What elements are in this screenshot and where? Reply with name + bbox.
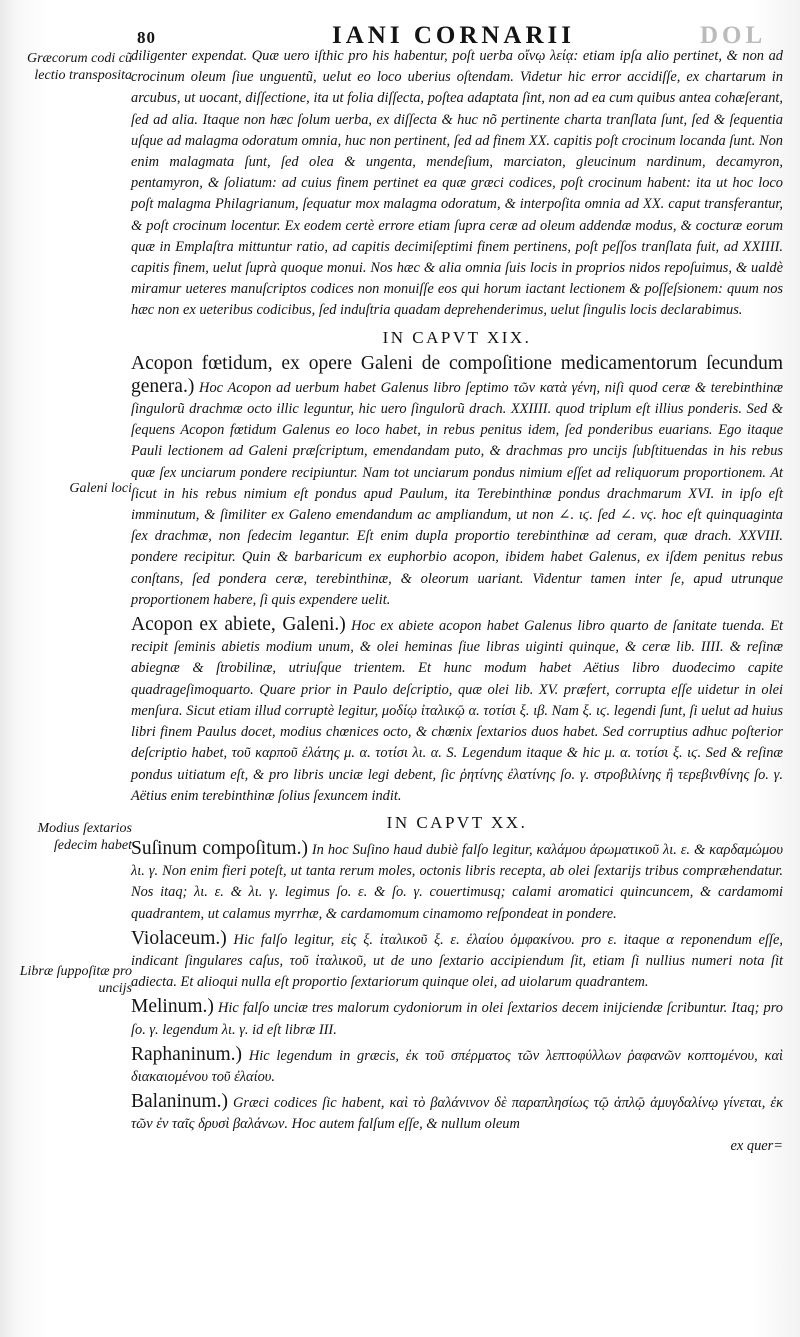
margin-note-transposita: Græcorum codi cũ lectio transposita — [27, 51, 132, 83]
page-number: 80 — [137, 28, 156, 47]
entry-title: Acopon ex abiete, Galeni.) — [131, 614, 346, 636]
entry-text: In hoc Suſino haud dubiè falſo legitur, καλάμου ἀρωματικοῦ λι. ε. & καρδαμώμου λι. γ. Non enim fieri poteſt, ut tanta rerum moles, octonis libris recepta, ab olei ſextarijs tribus compræhendatur. Nos itaq; λι. ε. & λι. γ. legimus ſο. ε. & ſο. γ. couertimusq; calami aromatici quincuncem, & cardamomi quadrantem, ut calamus myrrhæ, & cardamomum cinamomo reſpondeat in pondere. — [131, 841, 783, 922]
entry-text: Hic legendum in græcis, ἐκ τοῦ σπέρματος τῶν λεπτοφύλλων ῥαφανῶν κοπτομένου, καὶ διακαιομένου τοῦ ἐλαίου. — [131, 1047, 783, 1085]
chapter-heading-xx: IN CAPVT XX. — [386, 812, 528, 832]
chapter-heading-xix: IN CAPVT XIX. — [382, 327, 532, 347]
entry-susinum — [131, 838, 783, 925]
entry-melinum — [131, 996, 783, 1040]
entry-text: Hic falſo legitur, εἰς ξ. ἰταλικοῦ ξ. ε. ἐλαίου ὀμφακίνου. pro ε. itaque α reponendum eſſe, indicant ſingulares caſus, τοῦ ἰταλικοῦ, ut de uno ſextario accipiendum ſit, etiam ſi nullius numeri nota ſit adiecta. Et alioqui nulla eſt proportio ſextariorum quinque olei, ad uiolarum quadrantem. — [131, 931, 783, 991]
entry-title: Violaceum.) — [131, 927, 227, 949]
entry-title: Acopon fœtidum, ex opere Galeni de compoſitione medicamentorum ſecundum genera.) — [131, 352, 783, 397]
entry-balaninum — [131, 1091, 783, 1135]
bleed-through-text: DOL — [700, 22, 767, 49]
entry-text: Hic falſo unciæ tres malorum cydoniorum in olei ſextarios decem inijciendæ ſcribuntur. Itaq; pro ſο. γ. legendum λι. γ. id eſt libræ III. — [131, 1000, 783, 1038]
entry-text: Hoc Acopon ad uerbum habet Galenus libro ſeptimo τῶν κατὰ γένη, niſi quod ceræ & terebinthinæ ſingulorũ drachmæ octo illic leguntur, hic uero ſingulorũ drach. XXIIII. quod triplum eſt illius ponderis. Sed & ſequens Acopon fœtidum Galenus eo loco habet, in rebus penitus idem, ſed ponderibus euarians. Ego itaque Pauli lectionem ad Galeni præſcriptum, emendandam puto, & drachmas pro uncijs ſubſtituendas in his rebus quæ ſex unciarum pondere recipiuntur. Nam tot unciarum pondus nimium eſſet ad reliquorum proportionem. At ſicut in his rebus nimium eſt pondus apud Paulum, ita Terebinthinæ pondus drachmarum XVI. in ipſo eſt imminutum, & ſimiliter ex Galeno emendandum ac ampliandum, ut non ∠. ιϛ. ſed ∠. νϛ. hoc eſt quinquaginta ſex drachmæ, non ſedecim legantur. Eſt enim dupla proportio terebinthinæ ad ceram, quæ drach. XXVIII. pondere recipitur. Quin & barbaricum ex euphorbio acopon, ibidem habet Galenus, ex iſdem penitus rebus conſtans, ſed pondera ceræ, terebinthinæ, & oleorum uariant. Videntur tamen inter ſe, apud utrunque proportionem habere, ſi quis expendere uelit. — [131, 379, 783, 608]
entry-text: Græci codices ſic habent, καὶ τὸ βαλάνινον δὲ παραπλησίως τῷ ἁπλῷ ἀμυγδαλίνῳ γίνεται, ἐκ τῶν ἐν ταῖς δρυσὶ βαλάνων. Hoc autem falſum eſſe, & nullum oleum — [131, 1095, 783, 1133]
entry-acopon-foetidum — [131, 353, 783, 611]
entry-text: Hoc ex abiete acopon habet Galenus libro quarto de ſanitate tuenda. Et recipit ſeminis abietis modium unum, & olei heminas ſiue libras uiginti quinque, & ceræ lib. IIII. & reſinæ abiegnæ & ſtrobilinæ, utriuſque trientem. Et hunc modum habet Aëtius libro duodecimo capite quadrageſimoquarto. Quare prior in Paulo deſcriptio, quæ olei lib. XV. præfert, corrupta eſſe uidetur in olei menſura. Sicut etiam illud corruptè legitur, μοδίῳ ἰταλικῷ α. τοτίσι ξ. ιβ. Nam ξ. ιϛ. legendi ſunt, ſi uelut ad huius libri finem Paulus docet, modius chœnices octo, & chœnix ſextarios duos habet. Sed corruptius adhuc poſterior deſcriptio habet, τοῦ καρποῦ ἐλάτης μ. α. τοτίσι λι. α. S. Legendum itaque & hic μ. α. τοτίσι ξ. ιϛ. Sed & reſinæ pondus uitiatum eſt, & pro libris unciæ legi debent, ſic ῥητίνης ἐλατίνης ſο. γ. στροβιλίνης ἢ τερεβινθίνης ſο. γ. Aëtius enim terebinthinæ ſolius ſexuncem indit. — [131, 618, 783, 804]
margin-note-librae: Libræ ſuppoſitæ pro uncijs — [19, 964, 132, 996]
entry-violaceum — [131, 928, 783, 994]
entry-title: Suſinum compoſitum.) — [131, 837, 308, 859]
main-text-column — [131, 46, 783, 1157]
entry-acopon-abiete — [131, 614, 783, 807]
entry-raphaninum — [131, 1044, 783, 1088]
margin-note-galeni-loci: Galeni loci — [69, 481, 132, 496]
catchword: ex quer= — [730, 1137, 783, 1154]
page-header — [0, 6, 800, 49]
entry-title: Balaninum.) — [131, 1091, 228, 1113]
running-head: IANI CORNARII — [332, 22, 575, 49]
margin-note-modius: Modius ſextarios ſedecim habet — [37, 821, 132, 853]
entry-title: Raphaninum.) — [131, 1043, 243, 1065]
body-paragraph: diligenter expendat. Quæ uero iſthic pro his habentur, poſt uerba οἴνῳ λείᾳ: etiam ipſa alio pertinet, & non ad crocinum oleum ſiue unguentũ, uelut eo loco uberius oſtendam. Videtur hic error accidiſſe, ex chartarum in arcubus, ut uocant, diſſectione, ita ut folia diſſecta, poſtea adaptata ſint, non ad ea cum quibus antea cohæſerant, ſed ad alia. Itaque non hæc ſolum uerba, ex diſſecta & huc nõ pertinente charta tranſlata ſunt, ſed & ſequentia uſque ad malagma odoratum omnia, huc non pertinent, ſed ad finem XX. capitis poſt crocinum locanda ſunt. Non enim malagmata ſunt, ſed olea & ungenta, mendeſium, marciaton, gleucinum nardinum, decamyron, pentamyron, & ſoliatum: ad cuius finem pertinet ea quæ græci codices, poſt crocinum habent: ita ut hoc loco poſt malagma Philagrianum, ſequatur mox malagma odoratum, & interpoſita omnia ad XX. caput transferantur, & poſt crocinum locentur. Ex eodem certè errore etiam ſupra ceræ ad oleum addendæ modus, & cocturæ eorum quæ in Emplaſtra mittuntur ratio, ad capitis decimiſeptimi finem pertinens, poſt peſſos tranſlata fuit, ad XXIIII. capitis finem, uelut ſuprà quoque monui. Nos hæc & alia omnia ſuis locis in proprios nidos repoſuimus, & ualdè miramur ueteres manuſcriptos codices non monuiſſe eos qui horum iactant lectionem & poſſeſsionem: quum nos hæc non ex ueteribus codicibus, ſed induſtria quadam deprehenderimus, uelut ſingulis locis declarabimus. — [131, 48, 783, 319]
entry-title: Melinum.) — [131, 996, 214, 1018]
